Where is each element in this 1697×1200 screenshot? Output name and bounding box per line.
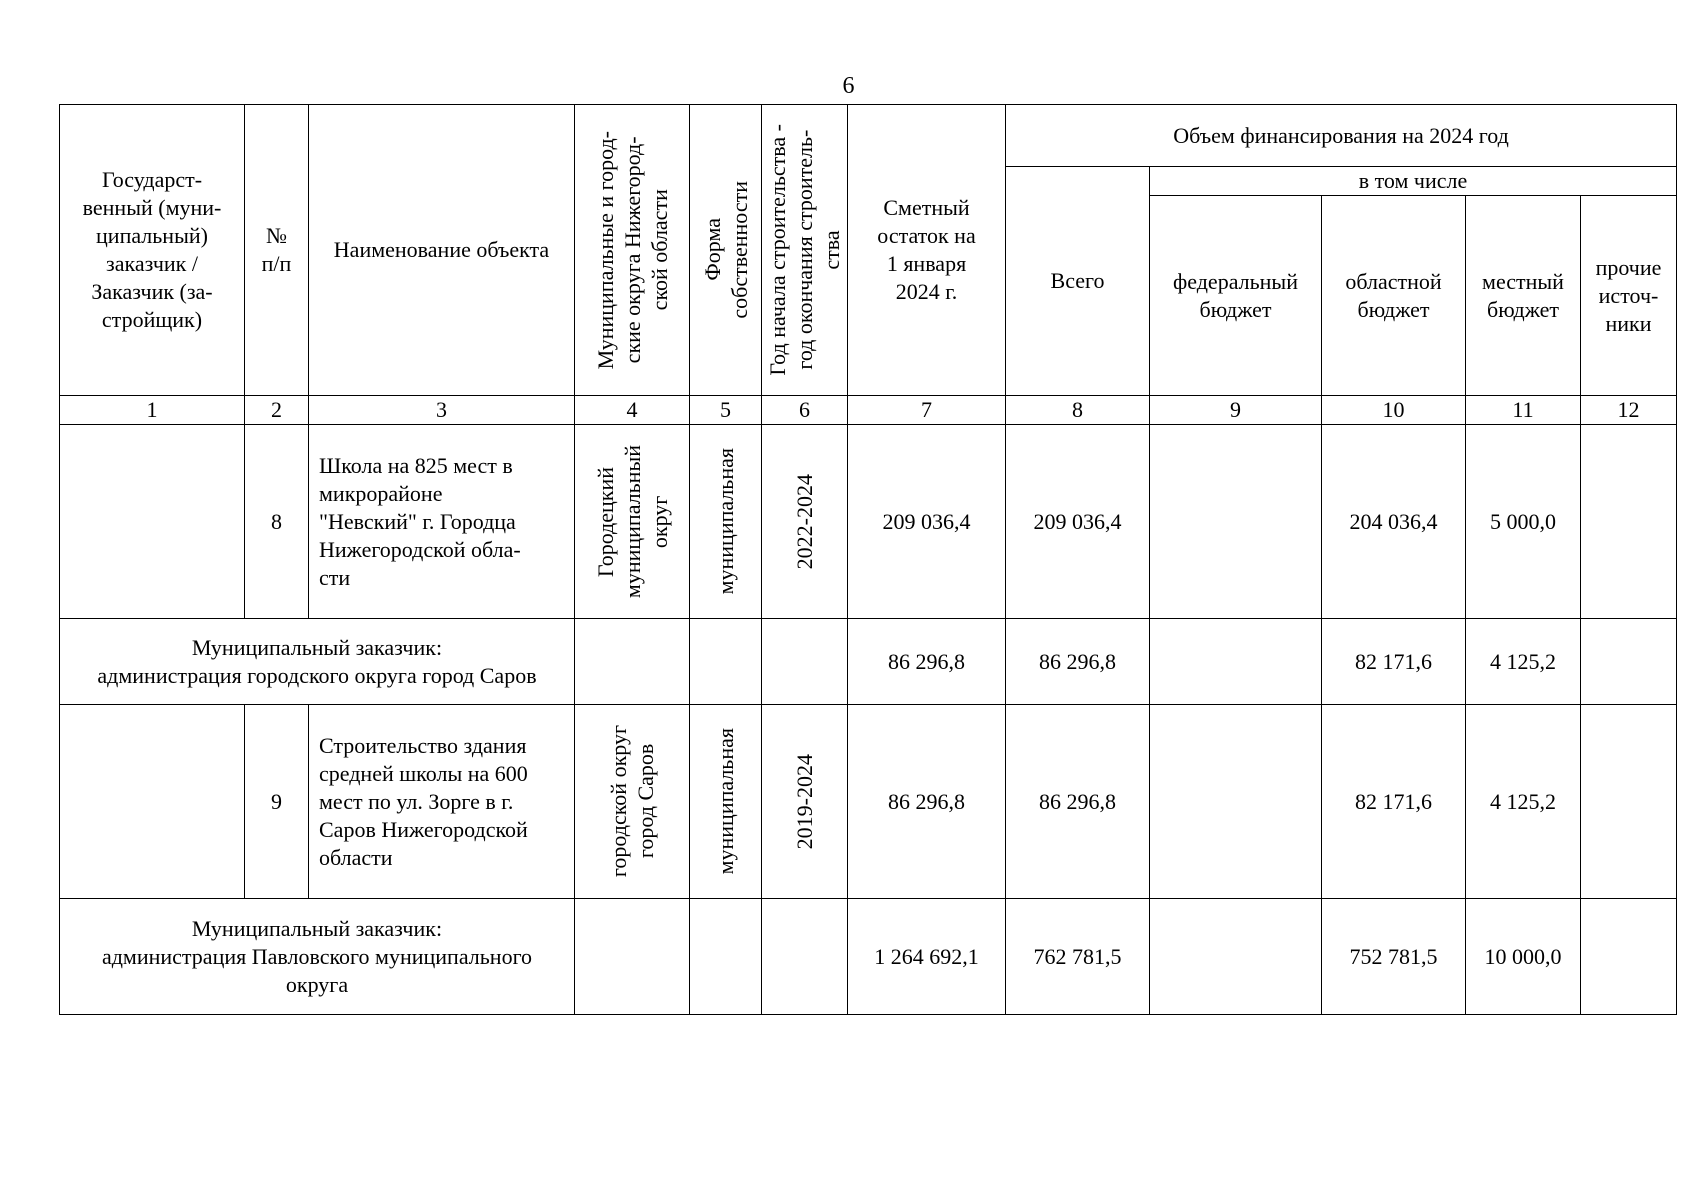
header-ownership-text: Форма собственности bbox=[699, 181, 752, 319]
table-row-customer-pavlovo bbox=[60, 899, 1677, 1015]
cell-district-text: городской округ город Саров bbox=[606, 725, 658, 878]
cell-balance: 86 296,8 bbox=[848, 619, 1006, 705]
cell-ownership bbox=[690, 425, 762, 619]
cell-local: 5 000,0 bbox=[1466, 425, 1581, 619]
cell-ownership-text: муниципальная bbox=[713, 728, 738, 875]
cell-other bbox=[1581, 705, 1677, 899]
table-row-object-9 bbox=[60, 705, 1677, 899]
cell-customer-empty bbox=[60, 705, 245, 899]
header-federal: федеральный бюджет bbox=[1150, 196, 1322, 396]
cell-balance: 1 264 692,1 bbox=[848, 899, 1006, 1015]
column-number: 7 bbox=[848, 396, 1006, 425]
cell-empty bbox=[575, 899, 690, 1015]
cell-other bbox=[1581, 619, 1677, 705]
column-number: 4 bbox=[575, 396, 690, 425]
header-years bbox=[762, 105, 848, 396]
financing-table bbox=[59, 104, 1677, 1015]
cell-empty bbox=[690, 899, 762, 1015]
header-object-name: Наименование объекта bbox=[309, 105, 575, 396]
header-districts bbox=[575, 105, 690, 396]
cell-federal bbox=[1150, 619, 1322, 705]
cell-object-name: Строительство здания средней школы на 600 мест по ул. Зорге в г. Саров Нижегородской области bbox=[309, 705, 575, 899]
cell-customer-empty bbox=[60, 425, 245, 619]
cell-district bbox=[575, 425, 690, 619]
column-number: 1 bbox=[60, 396, 245, 425]
cell-other bbox=[1581, 899, 1677, 1015]
header-districts-text: Муниципальные и город- ские округа Нижегород- ской области bbox=[592, 130, 672, 370]
table-row-customer-sarov bbox=[60, 619, 1677, 705]
cell-local: 4 125,2 bbox=[1466, 619, 1581, 705]
cell-local: 4 125,2 bbox=[1466, 705, 1581, 899]
column-number: 5 bbox=[690, 396, 762, 425]
column-number-row bbox=[60, 396, 1677, 425]
cell-num: 8 bbox=[245, 425, 309, 619]
column-number: 12 bbox=[1581, 396, 1677, 425]
cell-empty bbox=[762, 899, 848, 1015]
column-number: 10 bbox=[1322, 396, 1466, 425]
column-number: 11 bbox=[1466, 396, 1581, 425]
header-years-text: Год начала строительства - год окончания строитель- ства bbox=[765, 124, 844, 376]
cell-district-text: Городецкий муниципальный округ bbox=[592, 444, 672, 599]
cell-years bbox=[762, 705, 848, 899]
cell-regional: 752 781,5 bbox=[1322, 899, 1466, 1015]
cell-customer-label: Муниципальный заказчик: администрация Павловского муниципального округа bbox=[60, 899, 575, 1015]
cell-district bbox=[575, 705, 690, 899]
cell-balance: 209 036,4 bbox=[848, 425, 1006, 619]
cell-empty bbox=[690, 619, 762, 705]
cell-object-name: Школа на 825 мест в микрорайоне "Невский" г. Городца Нижегородской обла- сти bbox=[309, 425, 575, 619]
page-number: 6 bbox=[842, 73, 855, 99]
cell-years bbox=[762, 425, 848, 619]
cell-total: 86 296,8 bbox=[1006, 619, 1150, 705]
cell-federal bbox=[1150, 425, 1322, 619]
header-including: в том числе bbox=[1150, 167, 1677, 196]
cell-total: 86 296,8 bbox=[1006, 705, 1150, 899]
cell-empty bbox=[575, 619, 690, 705]
column-number: 3 bbox=[309, 396, 575, 425]
header-num: № п/п bbox=[245, 105, 309, 396]
cell-years-text: 2022-2024 bbox=[792, 473, 817, 570]
cell-empty bbox=[762, 619, 848, 705]
header-regional: областной бюджет bbox=[1322, 196, 1466, 396]
header-customer: Государст- венный (муни- ципальный) заказчик / Заказчик (за- стройщик) bbox=[60, 105, 245, 396]
header-ownership bbox=[690, 105, 762, 396]
cell-regional: 204 036,4 bbox=[1322, 425, 1466, 619]
header-balance: Сметный остаток на 1 января 2024 г. bbox=[848, 105, 1006, 396]
column-number: 9 bbox=[1150, 396, 1322, 425]
column-number: 8 bbox=[1006, 396, 1150, 425]
cell-total: 762 781,5 bbox=[1006, 899, 1150, 1015]
cell-federal bbox=[1150, 705, 1322, 899]
header-other: прочие источ- ники bbox=[1581, 196, 1677, 396]
column-number: 2 bbox=[245, 396, 309, 425]
header-row-1 bbox=[60, 105, 1677, 167]
header-financing: Объем финансирования на 2024 год bbox=[1006, 105, 1677, 167]
cell-federal bbox=[1150, 899, 1322, 1015]
cell-years-text: 2019-2024 bbox=[792, 753, 817, 850]
cell-local: 10 000,0 bbox=[1466, 899, 1581, 1015]
cell-ownership-text: муниципальная bbox=[713, 448, 738, 595]
header-total: Всего bbox=[1006, 167, 1150, 396]
cell-regional: 82 171,6 bbox=[1322, 619, 1466, 705]
cell-other bbox=[1581, 425, 1677, 619]
column-number: 6 bbox=[762, 396, 848, 425]
cell-regional: 82 171,6 bbox=[1322, 705, 1466, 899]
cell-balance: 86 296,8 bbox=[848, 705, 1006, 899]
cell-customer-label: Муниципальный заказчик: администрация городского округа город Саров bbox=[60, 619, 575, 705]
table-row-object-8 bbox=[60, 425, 1677, 619]
cell-ownership bbox=[690, 705, 762, 899]
header-local: местный бюджет bbox=[1466, 196, 1581, 396]
cell-num: 9 bbox=[245, 705, 309, 899]
cell-total: 209 036,4 bbox=[1006, 425, 1150, 619]
